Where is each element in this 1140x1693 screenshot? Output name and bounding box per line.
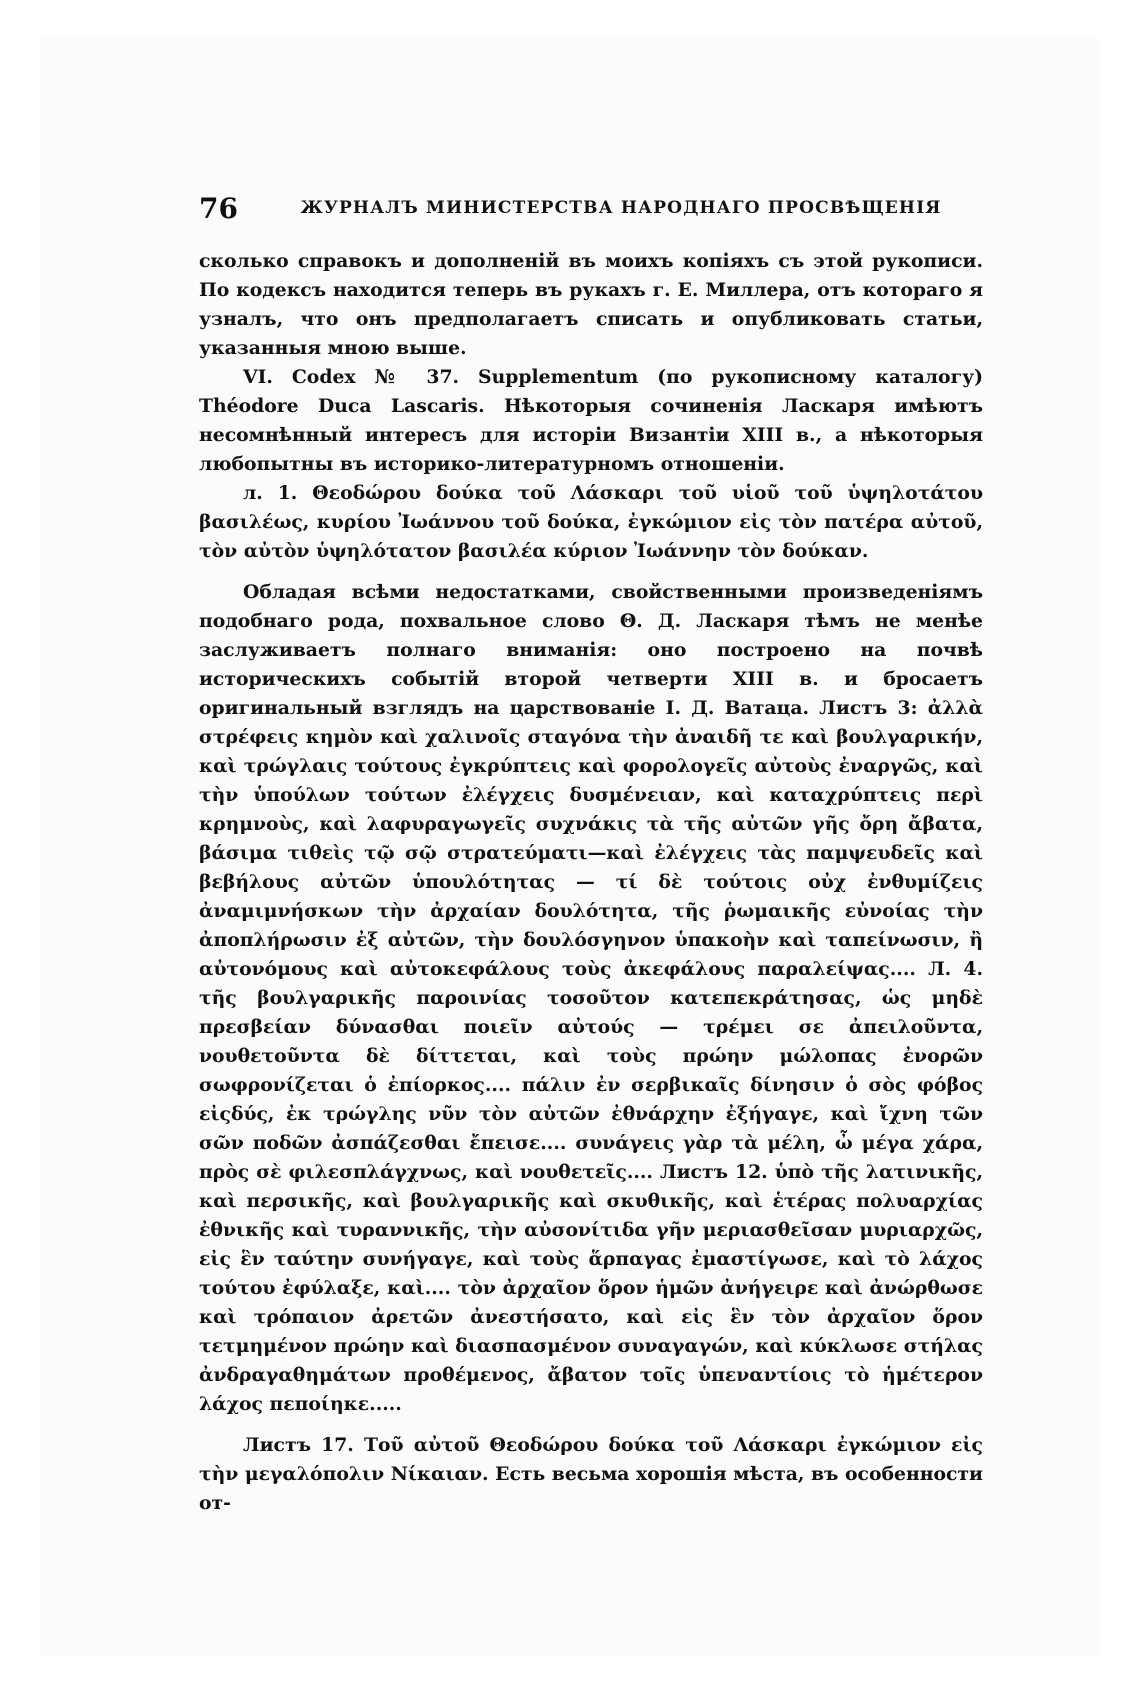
running-title: ЖУРНАЛЪ МИНИСТЕРСТВА НАРОДНАГО ПРОСВѢЩЕНІЯ [300,198,942,218]
paragraph-list-17: Листъ 17. Τοῦ αὐτοῦ Θεοδώρου δούκα τοῦ Λάσκαρι ἐγκώμιον εἰς τὴν μεγαλόπολιν Νίκαιαν. Есть весьма хорошія мѣста, въ особенности от- [199,1434,983,1514]
paragraph-analysis: Обладая всѣми недостатками, свойственными произведеніямъ подобнаго рода, похвальное слово Θ. Д. Ласкаря тѣмъ не менѣе заслуживаетъ полнаго вниманія: оно построено на почвѣ историческихъ событій второй четверти XIII в. и бросаетъ оригинальный взглядъ на царствованіе І. Д. Ватаца. Листъ 3: ἀλλὰ στρέφεις κημὸν καὶ χαλινοῖς σταγόνα τὴν ἀναιδῆ τε καὶ βουλγαρικήν, καὶ τρώγλαις τούτους ἐγκρύπτεις καὶ φορολογεῖς αὐτοὺς ἐναργῶς, καὶ τὴν ὑπούλων τούτων ἐλέγχεις δυσμένειαν, καὶ καταχρύπτεις περὶ κρημνοὺς, καὶ λαφυραγωγεῖς συχνάκις τὰ τῆς αὐτῶν γῆς ὄρη ἄβατα, βάσιμα τιθεὶς τῷ σῷ στρατεύματι—καὶ ἐλέγχεις τὰς παμψευδεῖς καὶ βεβήλους αὐτῶν ὑπουλότητας — τί δὲ τούτοις οὐχ ἐνθυμίζεις ἀναμιμνήσκων τὴν ἀρχαίαν δουλότητα, τῆς ῥωμαικῆς εὐνοίας τὴν ἀποπλήρωσιν ἐξ αὐτῶν, τὴν δουλόσγηνον ὑπακοὴν καὶ ταπείνωσιν, ἢ αὐτονόμους καὶ αὐτοκεφάλους τοὺς ἀκεφάλους παραλείψας.... Л. 4. τῆς βουλγαρικῆς παροινίας τοσοῦτον κατεπεκράτησας, ὡς μηδὲ πρεσβείαν δύνασθαι ποιεῖν αὐτούς — τρέμει σε ἀπειλοῦντα, νουθετοῦντα δὲ δίττεται, καὶ τοὺς πρώην μώλοπας ἐνορῶν σωφρονίζεται ὁ ἐπίορκος.... πάλιν ἐν σερβικαῖς δίνησιν ὁ σὸς φόβος εἰςδύς, ἐκ τρώγλης νῦν τὸν αὐτῶν ἐθνάρχην ἐξήγαγε, καὶ ἴχνη τῶν σῶν ποδῶν ἀσπάζεσθαι ἔπεισε.... συνάγεις γὰρ τὰ μέλη, ὦ μέγα χάρα, πρὸς σὲ φιλεσπλάγχνως, καὶ νουθετεῖς.... Листъ 12. ὑπὸ τῆς λατινικῆς, καὶ περσικῆς, καὶ βουλγαρικῆς καὶ σκυθικῆς, καὶ ἑτέρας πολυαρχίας ἐθνικῆς καὶ τυραννικῆς, τὴν αὐσονίτιδα γῆν μεριασθεῖσαν μυριαρχῶς, εἰς ἓν ταύτην συνήγαγε, καὶ τοὺς ἅρπαγας ἐμαστίγωσε, καὶ τὸ λάχος τούτου ἐφύλαξε, καὶ.... τὸν ἀρχαῖον ὅρον ἡμῶν ἀνήγειρε καὶ ἀνώρθωσε καὶ τρόπαιον ἀρετῶν ἀνεστήσατο, καὶ εἰς ἓν τὸν ἀρχαῖον ὅρον τετμημένον πρώην καὶ διασπασμένον συναγαγών, καὶ κύκλωσε στήλας ἀνδραγαθημάτων προθέμενος, ἄβατον τοῖς ὑπεναντίοις τὸ ἡμέτερον λάχος πεποίηκε..... [199,581,983,1415]
page-number: 76 [199,192,238,225]
page-header [199,192,979,224]
body-text [199,247,983,1518]
paragraph-greek-title: л. 1. Θεοδώρου δούκα τοῦ Λάσκαρι τοῦ υἱοῦ τοῦ ὑψηλοτάτου βασιλέως, κυρίου Ἰωάννου τοῦ δούκα, ἐγκώμιον εἰς τὸν πατέρα αὐτοῦ, τὸν αὐτὸν ὑψηλότατον βασιλέα κύριον Ἰωάννην τὸν δούκαν. [199,482,983,562]
paragraph-codex-37: VI. Codex № 37. Supplementum (по рукописному каталогу) Théodore Duca Lascaris. Нѣкоторыя сочиненія Ласкаря имѣютъ несомнѣнный интересъ для исторіи Византіи XIII в., а нѣкоторыя любопытны въ историко-литературномъ отношеніи. [199,366,983,475]
paragraph-continuation: сколько справокъ и дополненій въ моихъ копіяхъ съ этой рукописи. По кодексъ находится теперь въ рукахъ г. Е. Миллера, отъ котораго я узналъ, что онъ предполагаетъ списать и опубликовать статьи, указанныя мною выше. [199,250,983,359]
